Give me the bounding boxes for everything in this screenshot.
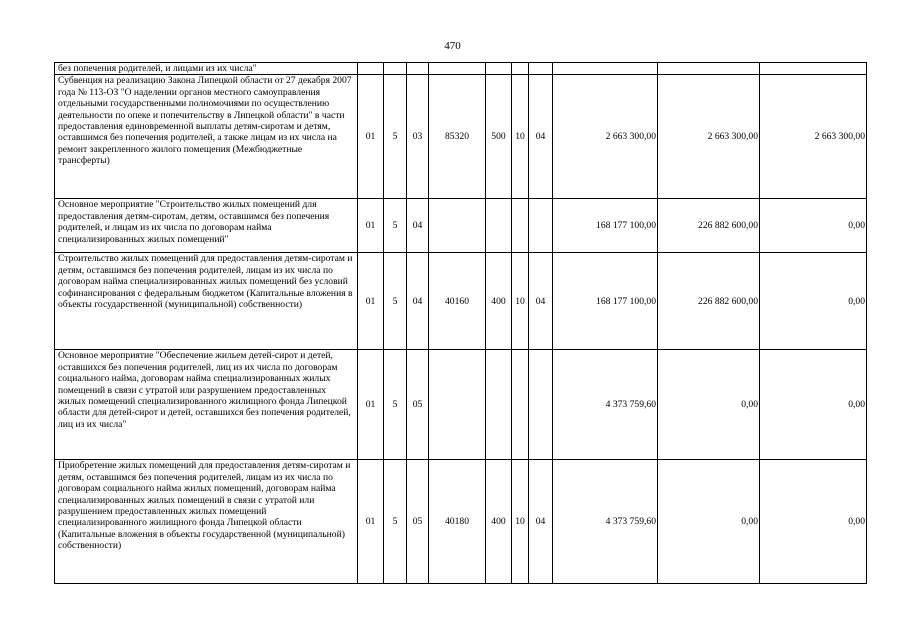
cell-amount-1: 2 663 300,00 xyxy=(553,75,658,199)
table-row xyxy=(55,253,867,350)
cell-amount-1: 4 373 759,60 xyxy=(553,350,658,460)
table-row xyxy=(55,460,867,584)
cell-code-1 xyxy=(358,63,384,75)
cell-code-2: 5 xyxy=(384,350,407,460)
cell-amount-1: 168 177 100,00 xyxy=(553,253,658,350)
cell-amount-2: 0,00 xyxy=(658,350,760,460)
cell-code-3: 04 xyxy=(407,199,429,253)
cell-section: 10 xyxy=(512,253,529,350)
cell-target-article xyxy=(429,199,486,253)
row-description: Субвенция на реализацию Закона Липецкой области от 27 декабря 2007 года № 113-ОЗ "О наделении органов местного самоуправления отдельными государственными полномочиями по осуществлению деятельности по опеке и попечительству в Липецкой области" в части предоставления единовременной выплаты детям-сиротам и детям, оставшимся без попечения родителей, а также лицам из их числа на ремонт закрепленного жилого помещения (Межбюджетные трансферты) xyxy=(55,75,358,199)
cell-amount-2: 226 882 600,00 xyxy=(658,253,760,350)
table-row xyxy=(55,63,867,75)
table-row xyxy=(55,350,867,460)
cell-target-article: 85320 xyxy=(429,75,486,199)
cell-code-2: 5 xyxy=(384,253,407,350)
cell-subsection xyxy=(529,199,553,253)
cell-code-1: 01 xyxy=(358,350,384,460)
cell-code-3: 04 xyxy=(407,253,429,350)
cell-amount-2: 0,00 xyxy=(658,460,760,584)
cell-section xyxy=(512,199,529,253)
cell-code-2: 5 xyxy=(384,75,407,199)
cell-target-article xyxy=(429,350,486,460)
cell-expense-type xyxy=(486,199,512,253)
cell-section xyxy=(512,350,529,460)
cell-code-1: 01 xyxy=(358,460,384,584)
cell-section xyxy=(512,63,529,75)
table-row xyxy=(55,75,867,199)
row-description: Строительство жилых помещений для предоставления детям-сиротам и детям, оставшимся без попечения родителей, лицам из их числа по договорам найма специализированных жилых помещений без условий софинансирования с федеральным бюджетом (Капитальные вложения в объекты государственной (муниципальной) собственности) xyxy=(55,253,358,350)
cell-target-article: 40160 xyxy=(429,253,486,350)
cell-amount-2: 2 663 300,00 xyxy=(658,75,760,199)
cell-amount-3: 0,00 xyxy=(760,253,867,350)
cell-amount-3 xyxy=(760,63,867,75)
cell-amount-1 xyxy=(553,63,658,75)
cell-section: 10 xyxy=(512,75,529,199)
budget-table xyxy=(54,62,867,584)
cell-amount-3: 0,00 xyxy=(760,199,867,253)
cell-target-article xyxy=(429,63,486,75)
table-row xyxy=(55,199,867,253)
cell-subsection: 04 xyxy=(529,75,553,199)
cell-code-2: 5 xyxy=(384,460,407,584)
cell-amount-3: 0,00 xyxy=(760,350,867,460)
cell-code-3 xyxy=(407,63,429,75)
cell-expense-type xyxy=(486,350,512,460)
cell-subsection xyxy=(529,350,553,460)
cell-subsection: 04 xyxy=(529,460,553,584)
cell-target-article: 40180 xyxy=(429,460,486,584)
cell-code-3: 03 xyxy=(407,75,429,199)
cell-amount-2 xyxy=(658,63,760,75)
cell-amount-1: 4 373 759,60 xyxy=(553,460,658,584)
cell-expense-type: 400 xyxy=(486,253,512,350)
cell-section: 10 xyxy=(512,460,529,584)
row-description: Основное мероприятие "Обеспечение жильем детей-сирот и детей, оставшихся без попечения родителей, лиц из их числа по договорам социального найма, договорам найма специализированных жилых помещений в связи с утратой или разрушением предоставленных жилых помещений специализированного жилищного фонда Липецкой области для детей-сирот и детей, оставшихся без попечения родителей, лиц из их числа" xyxy=(55,350,358,460)
cell-code-1: 01 xyxy=(358,253,384,350)
cell-code-1: 01 xyxy=(358,75,384,199)
page-number: 470 xyxy=(444,40,461,52)
cell-code-3: 05 xyxy=(407,350,429,460)
cell-expense-type: 400 xyxy=(486,460,512,584)
cell-subsection: 04 xyxy=(529,253,553,350)
cell-subsection xyxy=(529,63,553,75)
cell-expense-type: 500 xyxy=(486,75,512,199)
cell-code-3: 05 xyxy=(407,460,429,584)
row-description: Основное мероприятие "Строительство жилых помещений для предоставления детям-сиротам, детям, оставшимся без попечения родителей, и лицам из их числа по договорам найма специализированных жилых помещений" xyxy=(55,199,358,253)
cell-amount-1: 168 177 100,00 xyxy=(553,199,658,253)
row-description: без попечения родителей, и лицами из их числа" xyxy=(55,63,358,75)
cell-code-1: 01 xyxy=(358,199,384,253)
cell-code-2: 5 xyxy=(384,199,407,253)
cell-amount-2: 226 882 600,00 xyxy=(658,199,760,253)
cell-code-2 xyxy=(384,63,407,75)
row-description: Приобретение жилых помещений для предоставления детям-сиротам и детям, оставшимся без попечения родителей, лицам из их числа по договорам социального найма жилых помещений, договорам найма специализированных жилых помещений в связи с утратой или разрушением предоставленных жилых помещений специализированного жилищного фонда Липецкой области (Капитальные вложения в объекты государственной (муниципальной) собственности) xyxy=(55,460,358,584)
cell-expense-type xyxy=(486,63,512,75)
cell-amount-3: 2 663 300,00 xyxy=(760,75,867,199)
cell-amount-3: 0,00 xyxy=(760,460,867,584)
